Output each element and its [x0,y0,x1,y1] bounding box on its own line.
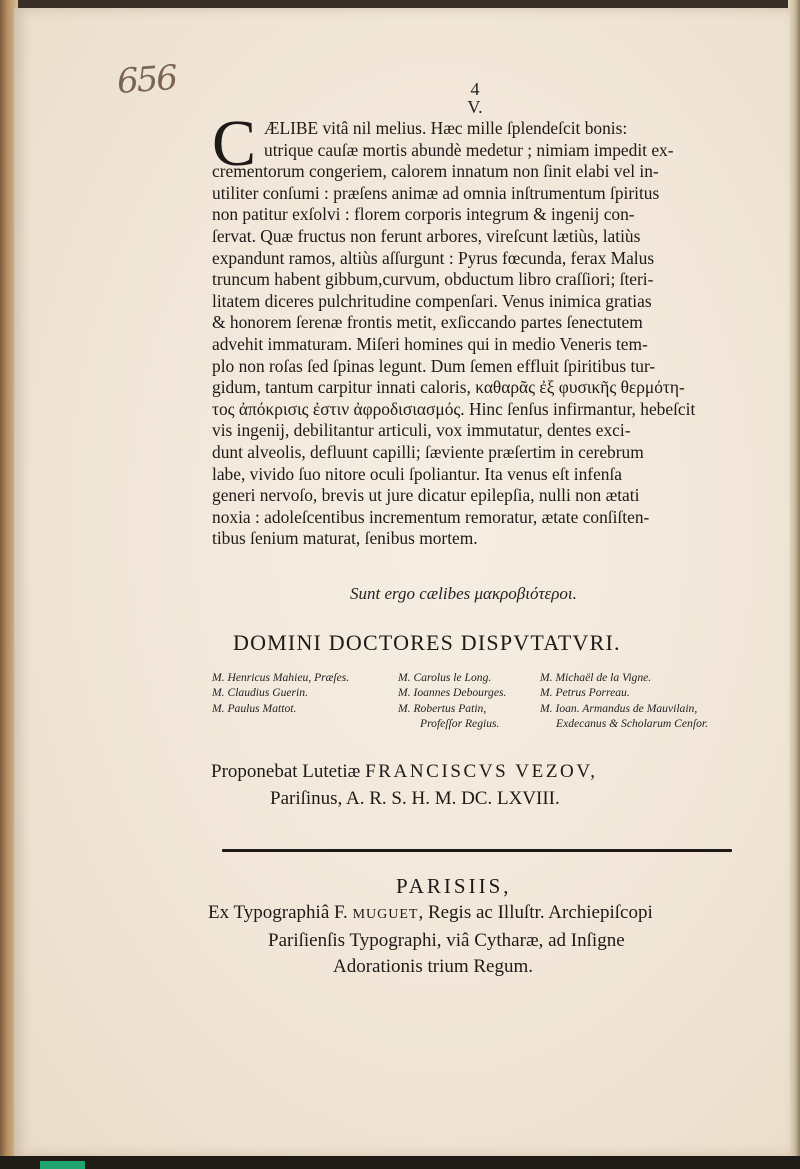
scan-bottom-strip [0,1156,800,1169]
imprint-prefix: Ex Typographiâ F. [208,902,348,923]
conclusion-line: Sunt ergo cælibes μακροβιότεροι. [350,584,577,603]
body-line: expandunt ramos, altiùs aſſurgunt : Pyrus fœcunda, ferax Malus [212,247,655,268]
printer-name: MUGUET [352,907,419,922]
body-line: generi nervoſo, brevis ut jure dicatur epilepſia, nulli non ætati [212,485,640,506]
imprint-city: PARISIIS, [396,874,512,898]
proponebat-line [211,758,598,785]
horizontal-rule [222,849,732,852]
respondent-name: FRANCISCVS VEZOV, [365,761,598,782]
body-line: ſervat. Quæ fructus non ferunt arbores, vireſcunt lætiùs, latiùs [212,225,641,246]
imprint-line-1 [208,902,653,924]
disputants-heading: DOMINI DOCTORES DISPVTATVRI. [233,630,621,655]
doctors-column-2 [398,670,506,732]
page-number: 4 [470,79,480,99]
body-line: τος ἀπόκρισις ἐστιν ἀφροδισιασμός. Hinc ſenſus infirmantur, hebeſcit [212,398,696,419]
body-line: & honorem ſerenæ frontis metit, exſiccando partes ſenectutem [212,312,643,333]
body-line: truncum habent gibbum,curvum, obductum libro craſſiori; ſteri- [212,269,654,290]
doctor-title: Exdecanus & Scholarum Cenſor. [556,717,708,731]
doctor-name: M. Carolus le Long. [398,671,492,684]
doctor-name: M. Ioan. Armandus de Mauvilain, [540,701,698,715]
body-paragraph [212,118,752,550]
handwritten-folio-number: 656 [115,57,178,103]
proponebat-prefix: Proponebat Lutetiæ [211,761,361,782]
body-line: ÆLIBE vitâ nil melius. Hæc mille ſplendeſcit bonis: [264,118,628,138]
section-number: V. [467,97,483,117]
color-tab [40,1161,85,1169]
doctor-name: M. Henricus Mahieu, Præſes. [212,671,350,684]
body-line: dunt alveolis, defluunt capilli; ſæviente præſertim in cerebrum [212,441,644,462]
imprint-line-3: Adorationis trium Regum. [333,956,534,977]
body-line: tibus ſenium maturat, ſenibus mortem. [212,528,478,549]
body-line: noxia : adoleſcentibus incrementum remoratur, ætate conſiſten- [212,506,650,527]
body-line: plo non roſas ſed ſpinas legunt. Dum ſemen effluit ſpiritibus tur- [212,355,656,376]
doctor-title: Profeſſor Regius. [420,717,500,731]
drop-cap-letter: C [212,107,257,180]
body-line: crementorum congeriem, calorem innatum non ſinit elabi vel in- [212,161,659,182]
doctor-name: M. Robertus Patin, [398,701,487,715]
doctor-name: M. Claudius Guerin. [212,686,308,700]
doctor-name: M. Petrus Porreau. [540,686,630,700]
body-line: non patitur exſolvi : florem corporis integrum & ingenij con- [212,204,635,225]
doctors-column-1 [212,670,349,716]
body-line: labe, vivido ſuo nitore oculi ſpoliantur. Ita venus eſt infenſa [212,463,623,484]
body-line: gidum, tantum carpitur innati caloris, καθαρᾶς ἐξ φυσικῆς θερμότη- [212,377,685,398]
imprint-line-2: Pariſienſis Typographi, viâ Cytharæ, ad Inſigne [268,930,625,951]
body-line: vis ingenij, debilitantur articuli, vox immutatur, dentes exci- [212,420,631,441]
body-line: advehit immaturam. Miſeri homines qui in medio Veneris tem- [212,333,648,354]
imprint-suffix: , Regis ac Illuſtr. Archiepiſcopi [418,902,653,923]
body-line: utiliter conſumi : præſens animæ ad omnia inſtrumentum ſpiritus [212,182,660,203]
doctor-name: M. Paulus Mattot. [212,701,297,715]
doctors-column-3 [540,670,708,732]
body-line: utrique cauſæ mortis abundè medetur ; nimiam impedit ex- [264,139,674,160]
doctor-name: M. Michaël de la Vigne. [540,671,652,684]
proponebat-date-line: Pariſinus, A. R. S. H. M. DC. LXVIII. [270,788,560,809]
doctor-name: M. Ioannes Debourges. [398,686,507,700]
body-line: litatem diceres pulchritudine compenſari. Venus inimica gratias [212,290,652,311]
